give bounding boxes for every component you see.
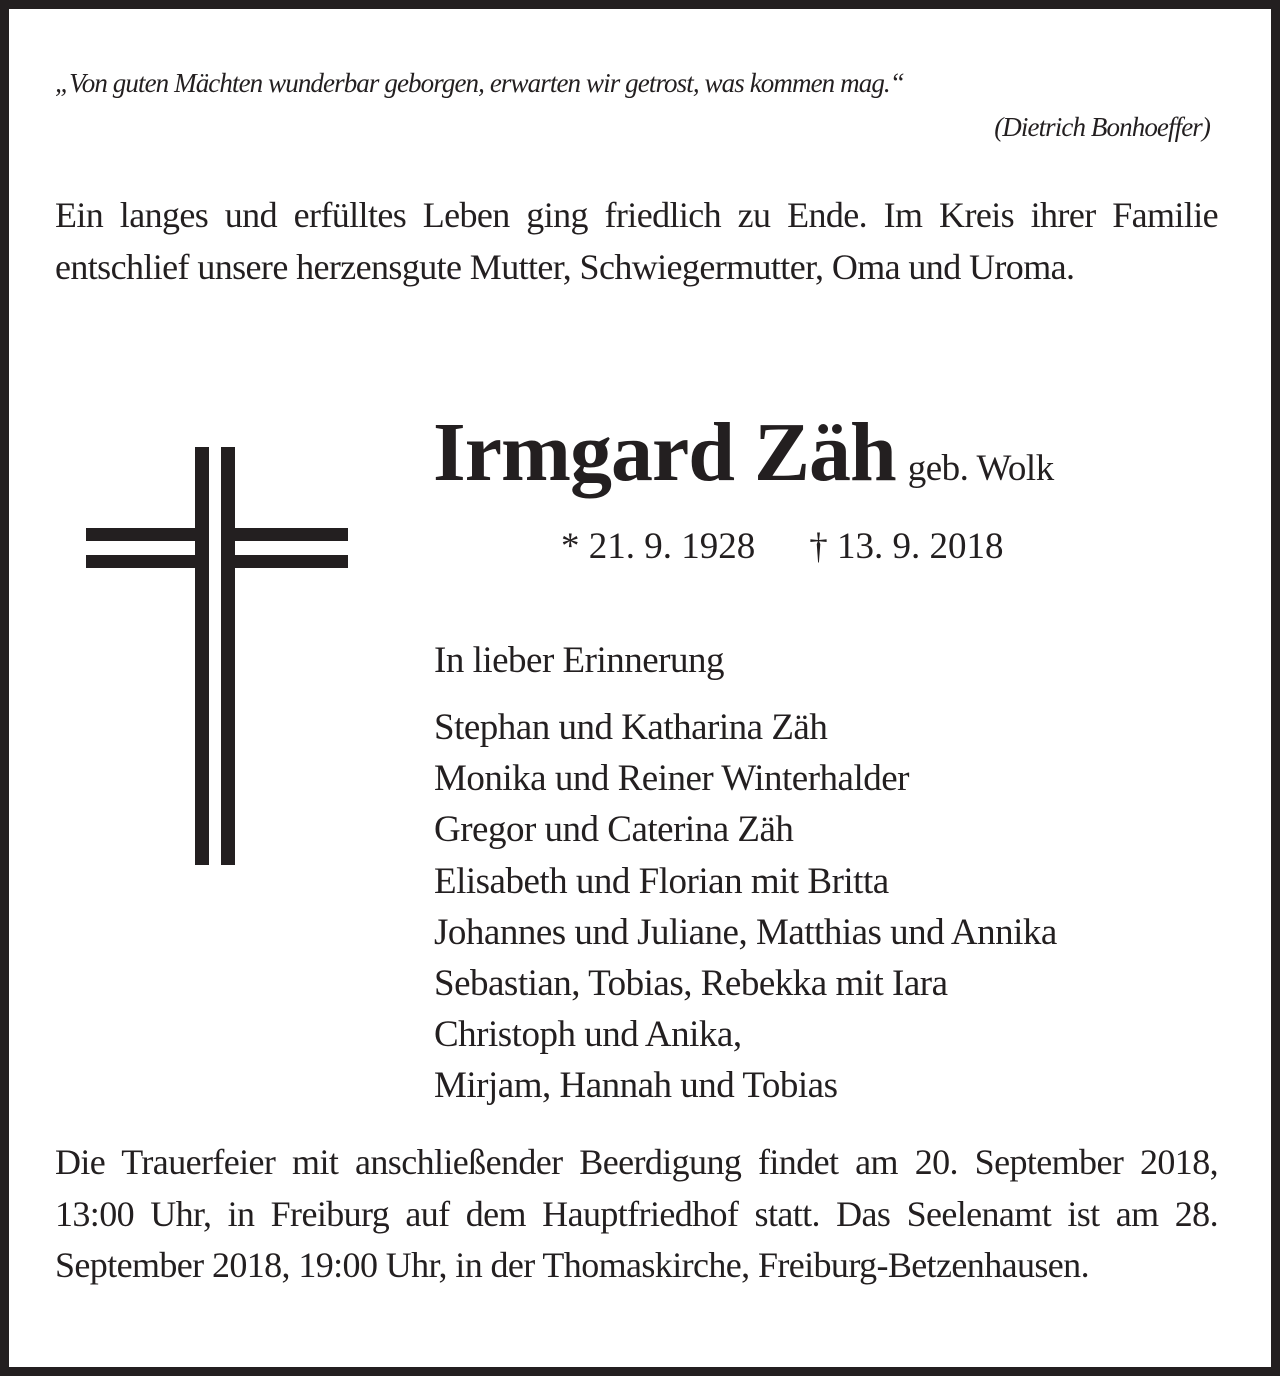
mourner-line: Monika und Reiner Winterhalder xyxy=(434,758,909,800)
cross-icon xyxy=(86,447,348,865)
ceremony-paragraph: Die Trauerfeier mit anschließender Beerdigung findet am 20. September 2018, 13:00 Uhr, in Freiburg auf dem Hauptfriedhof statt. Das Seelenamt ist am 28. September 2018, 19:00 Uhr, in der Thomaskirche, Freiburg-Betzenhausen. xyxy=(55,1142,1218,1285)
death-date: † 13. 9. 2018 xyxy=(809,526,1004,567)
cross-left-vertical xyxy=(195,447,209,865)
mourner-line: Johannes und Juliane, Matthias und Annika xyxy=(434,911,1057,953)
cross-upper-left-arm xyxy=(86,528,209,541)
mourner-line: Stephan und Katharina Zäh xyxy=(434,707,828,748)
cross-upper-right-arm xyxy=(221,528,348,541)
mourner-line: Gregor und Caterina Zäh xyxy=(434,809,794,851)
cross-lower-right-arm xyxy=(221,555,348,568)
quote-block xyxy=(55,61,1210,149)
cross-right-vertical xyxy=(221,447,235,865)
quote-text: „Von guten Mächten wunderbar geborgen, erwarten wir getrost, was kommen mag.“ xyxy=(55,68,904,98)
deceased-name-line xyxy=(433,404,1054,501)
mourner-line: Christoph und Anika, xyxy=(434,1014,742,1056)
birth-date: * 21. 9. 1928 xyxy=(561,526,756,567)
remembrance-heading: In lieber Erinnerung xyxy=(434,640,724,681)
maiden-name: geb. Wolk xyxy=(907,448,1054,489)
mourner-line: Mirjam, Hannah und Tobias xyxy=(434,1065,838,1107)
mourner-line: Elisabeth und Florian mit Britta xyxy=(434,860,889,902)
obituary-card xyxy=(9,9,1271,1367)
life-dates xyxy=(561,525,1004,568)
quote-author: (Dietrich Bonhoeffer) xyxy=(994,112,1210,142)
mourners-list xyxy=(434,702,1057,1112)
mourner-line: Sebastian, Tobias, Rebekka mit Iara xyxy=(434,963,948,1005)
intro-paragraph: Ein langes und erfülltes Leben ging friedlich zu Ende. Im Kreis ihrer Familie entschlief unsere herzensgute Mutter, Schwiegermutter, Oma und Uroma. xyxy=(55,195,1218,287)
deceased-name: Irmgard Zäh xyxy=(433,406,896,499)
cross-lower-left-arm xyxy=(86,555,209,568)
